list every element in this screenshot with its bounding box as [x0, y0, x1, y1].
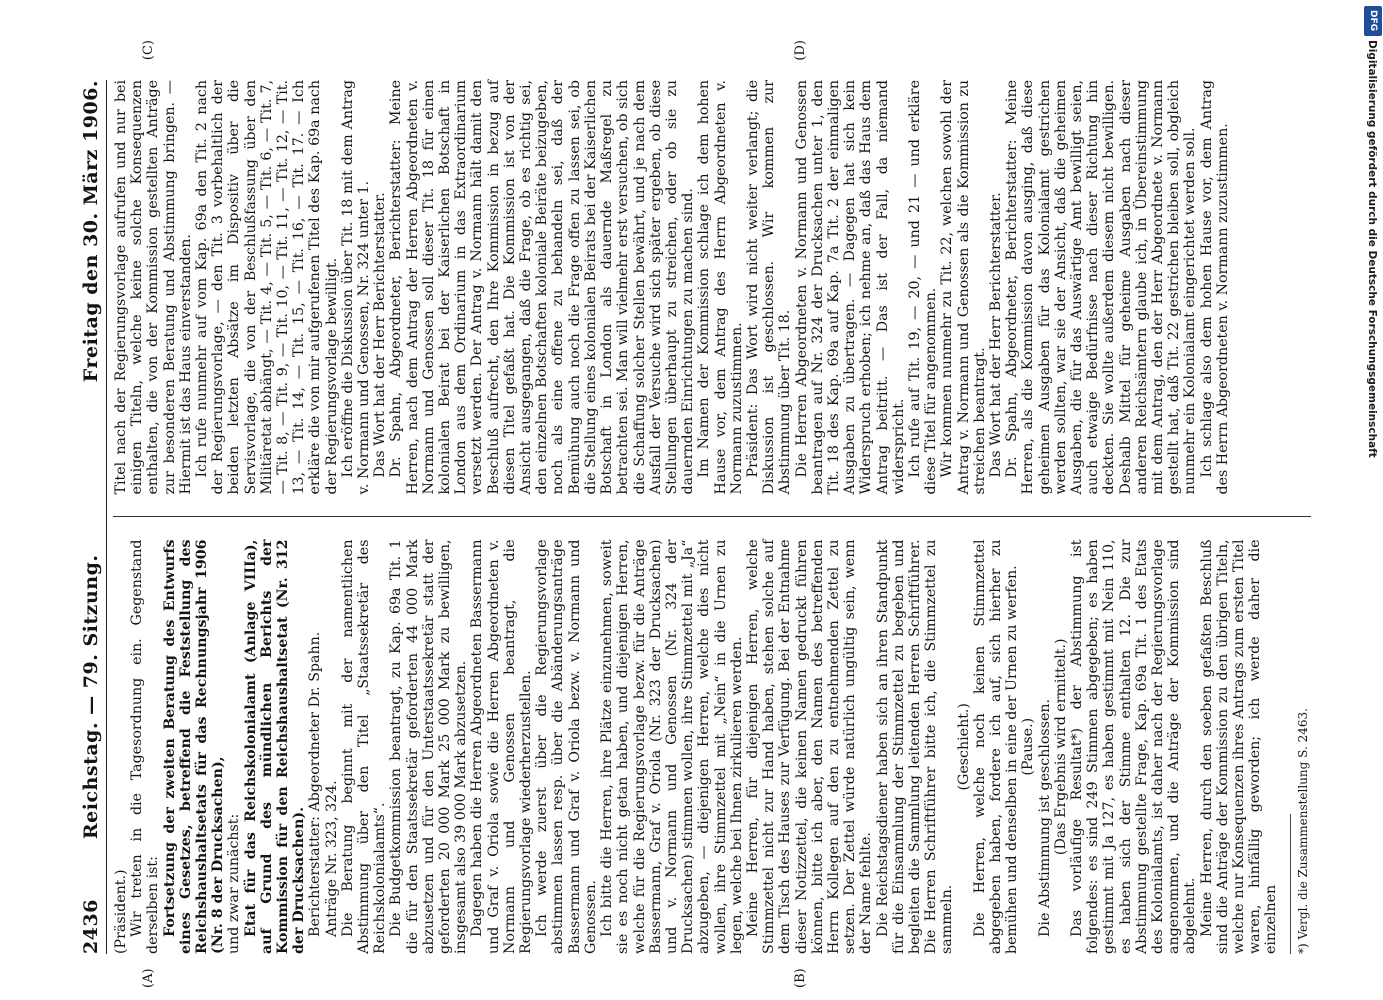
- paragraph: Ich bitte die Herren, ihre Plätze einzunehmen, soweit sie es noch nicht getan haben, und diejenigen Herren, welche für die Regierungsvorlage bezw. für die Anträge Bassermann, Graf v. Oriola (Nr. 323 der Drucksachen) und v. Normann und Genossen (Nr. 324 der Drucksachen) stimmen wollen, ihre Stimmzettel mit „Ja“ abzugeben, — diejenigen Herren, welche dies nicht wollen, ihre Stimmzettel mit „Nein“ in die Urnen zu legen, welche bei Ihnen zirkulieren werden.: [599, 539, 745, 954]
- paragraph: Anträge Nr. 323, 324.: [323, 780, 340, 937]
- paragraph: Berichterstatter: Abgeordneter Dr. Spahn.: [307, 631, 324, 937]
- margin-mark-c: (C): [141, 40, 156, 61]
- agenda-item: Etat für das Reichskolonialamt (Anlage VIIIa), auf Grund des mündlichen Berichts der Kommission für den Reichshaushaltsetat (Nr. 312 der Drucksachen).: [242, 539, 308, 954]
- column-divider: [113, 517, 1311, 518]
- stage-direction: (Pause.): [1020, 717, 1037, 776]
- paragraph: Im Namen der Kommission schlage ich dem hohen Hause vor, dem Antrag des Herrn Abgeordneten v. Normann zuzustimmen.: [696, 80, 745, 495]
- paragraph: Ich rufe nunmehr auf vom Kap. 69a den Tit. 2 nach der Regierungsvorlage, — den Tit. 3 vorbehaltlich der beiden letzten Absätze im Dispositiv über die Servisvorlage, die von der Beschlußfassung über den Militäretat abhängt, — Tit. 4, — Tit. 5, — Tit. 6, — Tit. 7, — Tit. 8, — Tit. 9, — Tit. 10, — Tit. 11, — Tit. 12, — Tit. 13, — Tit. 14, — Tit. 15, — Tit. 16, — Tit. 17. — Ich erkläre die von mir aufgerufenen Titel des Kap. 69a nach der Regierungsvorlage bewilligt.: [194, 80, 340, 495]
- paragraph: Wir treten in die Tagesordnung ein. Gegenstand derselben ist:: [129, 539, 162, 954]
- right-column: [113, 80, 1311, 495]
- digitization-credit-strip: [1363, 0, 1383, 1000]
- paragraph: und zwar zunächst:: [226, 813, 243, 954]
- agenda-item: Fortsetzung der zweiten Beratung des Entwurfs eines Gesetzes, betreffend die Feststellung des Reichshaushaltsetats für das Rechnungsjahr 1906 (Nr. 8 der Drucksachen),: [161, 539, 227, 954]
- left-column: [113, 540, 1311, 955]
- paragraph: Dr. Spahn, Abgeordneter, Berichterstatter: Meine Herren, nach dem Antrag der Herren Abgeordneten v. Normann und Genossen soll dieser Tit. 18 für einen kolonialen Beirat bei der Kaiserlichen Botschaft in London aus dem Ordinarium in das Extraordinarium versetzt werden. Der Antrag v. Normann hält damit den Beschluß aufrecht, den Ihre Kommission in bezug auf diesen Titel gefaßt hat. Die Kommission ist von der Ansicht ausgegangen, daß die Frage, ob es richtig sei, den einzelnen Botschaften koloniale Beiräte beizugeben, noch als eine offene zu behandeln sei, daß der Bemühung auch noch die Frage offen zu lassen sei, ob die Stellung eines kolonialen Beirats bei der Kaiserlichen Botschaft in London als dauernde Maßregel zu betrachten sei. Man will vielmehr erst versuchen, ob sich die Schaffung solcher Stellen bewährt, und je nach dem Ausfall der Versuche wird sich später ergeben, ob diese Stellungen überhaupt zu streichen, oder ob sie zu dauernden Einrichtungen zu machen sind.: [388, 80, 697, 495]
- footnote: *) Vergl. die Zusammenstellung S. 2463.: [1290, 814, 1311, 954]
- paragraph: Präsident: Das Wort wird nicht weiter verlangt; die Diskussion ist geschlossen. Wir kommen zur Abstimmung über Tit. 18.: [744, 80, 794, 495]
- paragraph: Das Wort hat der Herr Berichterstatter.: [372, 192, 389, 478]
- session-date: Freitag den 30. März 1906.: [80, 80, 102, 383]
- paragraph: Die Herren Abgeordneten v. Normann und Genossen beantragen auf Nr. 324 der Drucksachen unter 1, den Tit. 18 des Kap. 69a auf Kap. 7a Tit. 2 der einmaligen Ausgaben zu übertragen. — Dagegen hat sich kein Widerspruch erhoben; ich nehme an, daß das Haus dem Antrag beitritt. — Das ist der Fall, da niemand widerspricht.: [793, 80, 907, 495]
- paragraph: Ich rufe auf Tit. 19, — 20, — und 21 — und erkläre diese Titel für angenommen.: [906, 80, 940, 495]
- margin-mark-a: (A): [141, 968, 156, 988]
- digitization-credit-text: Digitalisierung gefördert durch die Deutsche Forschungsgemeinschaft: [1366, 40, 1378, 458]
- paragraph: (Präsident.): [113, 869, 129, 954]
- margin-mark-d: (D): [793, 40, 808, 61]
- paragraph: Ich werde zuerst über die Regierungsvorlage abstimmen lassen resp. über die Abänderungsanträge Bassermann und Graf v. Oriola bezw. v. Normann und Genossen.: [534, 539, 599, 954]
- paragraph: Das vorläufige Resultat*) der Abstimmung ist folgendes: es sind 249 Stimmen abgegeben; es haben gestimmt mit Ja 127, es haben gestimmt mit Nein 110, es haben sich der Stimme enthalten 12. Die zur Abstimmung gestellte Frage, Kap. 69a Tit. 1 des Etats des Kolonialamts, ist daher nach der Regierungsvorlage angenommen, und die Anträge der Kommission sind abgelehnt.: [1068, 539, 1199, 954]
- text-columns: [113, 40, 1311, 988]
- session-title: Reichstag. — 79. Sitzung.: [80, 554, 102, 840]
- paragraph: Die Abstimmung ist geschlossen.: [1036, 698, 1053, 937]
- paragraph: Ich schlage also dem hohen Hause vor, dem Antrag des Herrn Abgeordneten v. Normann zuzustimmen.: [1198, 80, 1231, 495]
- paragraph: Die Budgetkommission beantragt, zu Kap. 69a Tit. 1 die für den Staatssekretär geforderten 44 000 Mark abzusetzen und für den Unterstaatssekretär statt der geforderten 20 000 Mark 25 000 Mark zu bewilligen, insgesamt also 39 000 Mark abzusetzen.: [388, 539, 470, 954]
- paragraph: Wir kommen nunmehr zu Tit. 22, welchen sowohl der Antrag v. Normann und Genossen als die Kommission zu streichen beantragt.: [939, 80, 988, 495]
- paragraph: Meine Herren, für diejenigen Herren, welche Stimmzettel nicht zur Hand haben, stehen solche auf dem Tisch des Hauses zur Verfügung. Bei der Entnahme dieser Notizzettel, die keinen Namen gedruckt führen können, bitte ich aber, den Namen des betreffenden Herrn Kollegen auf den zu entnehmenden Zettel zu setzen. Der Zettel würde natürlich ungültig sein, wenn der Name fehlte.: [744, 539, 875, 954]
- margin-mark-b: (B): [793, 968, 808, 988]
- stage-direction: (Geschieht.): [955, 703, 972, 791]
- paragraph: Die Herren, welche noch keinen Stimmzettel abgegeben haben, fordere ich auf, sich hierher zu bemühen und denselben in eine der Urnen zu werfen.: [971, 539, 1021, 954]
- paragraph: Dagegen haben die Herren Abgeordneten Bassermann und Graf v. Oriola sowie die Herren Abgeordneten v. Normann und Genossen beantragt, die Regierungsvorlage wiederherzustellen.: [469, 539, 535, 954]
- paragraph: Die Beratung beginnt mit der namentlichen Abstimmung über den Titel „Staatssekretär des Reichskolonialamts“.: [339, 539, 389, 954]
- page-number: 2436: [80, 899, 102, 954]
- stage-direction: (Das Ergebnis wird ermittelt.): [1052, 638, 1069, 856]
- paragraph: Dr. Spahn, Abgeordneter, Berichterstatter: Meine Herren, als die Kommission davon ausging, daß diese geheimen Ausgaben für das Kolonialamt gestrichen werden sollten, war sie der Ansicht, daß die geheimen Ausgaben, die für das Auswärtige Amt bewilligt seien, auch etwaige Bedürfnisse nach dieser Richtung hin deckten. Sie wollte außerdem diesem nicht bewilligen. Deshalb Mittel für geheime Ausgaben nach dieser anderen Reichsämtern glaube ich, in Übereinstimmung mit dem Antrag, den der Herr Abgeordnete v. Normann gestellt hat, daß Tit. 22 gestrichen bleiben soll, obgleich nunmehr ein Kolonialamt eingerichtet werden soll.: [1004, 80, 1199, 495]
- paragraph: Das Wort hat der Herr Berichterstatter.: [987, 192, 1004, 478]
- paragraph: Ich eröffne die Diskussion über Tit. 18 mit dem Antrag v. Normann und Genossen, Nr. 324 unter 1.: [339, 80, 373, 495]
- paragraph: Titel nach der Regierungsvorlage aufrufen und nur bei einigen Titeln, welche keine solche Konsequenzen enthalten, die von der Kommission gestellten Anträge zur besonderen Beratung und Abstimmung bringen. — Hiermit ist das Haus einverstanden.: [113, 80, 194, 495]
- paragraph: Die Reichstagsdiener haben sich an ihren Standpunkt für die Einsammlung der Stimmzettel zu begeben und begleiten die Sammlung leitenden Herren Schriftführer. Die Herren Schriftführer bitte ich, die Stimmzettel zu sammeln.: [874, 539, 956, 954]
- page-header: [80, 80, 107, 954]
- dfg-logo: DFG: [1364, 6, 1382, 36]
- scanned-page: [30, 0, 1330, 1000]
- paragraph: Meine Herren, durch den soeben gefaßten Beschluß sind die Anträge der Kommission zu den übrigen Titeln, welche nur Konsequenzen ihres Antrags zum ersten Titel waren, hinfällig geworden; ich werde daher die einzelnen: [1198, 539, 1280, 954]
